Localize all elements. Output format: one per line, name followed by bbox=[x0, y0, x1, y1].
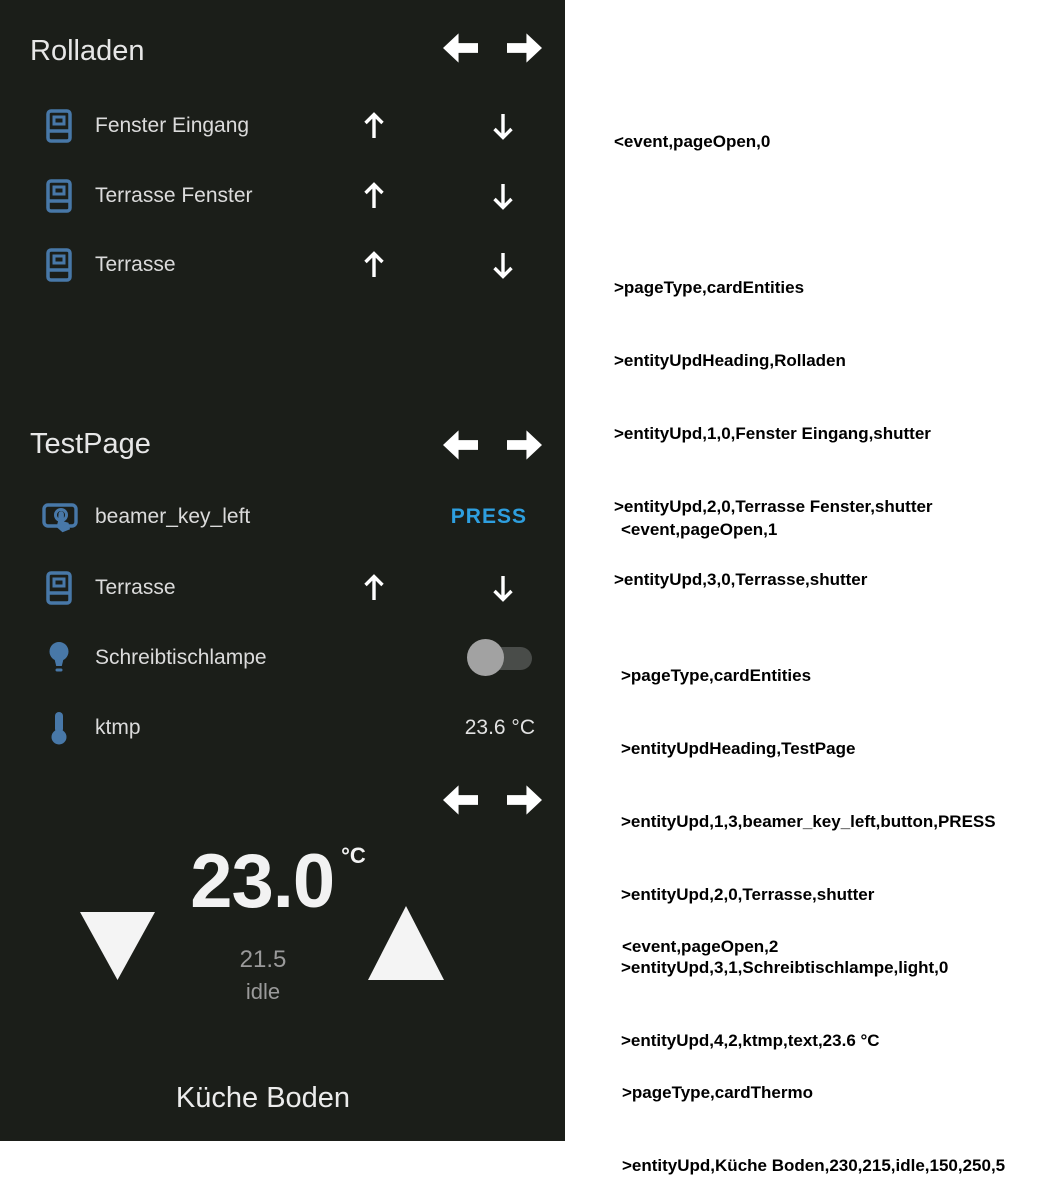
entity-label: Terrasse bbox=[95, 576, 176, 599]
shutter-stop-button[interactable] bbox=[428, 255, 448, 275]
shutter-up-button[interactable] bbox=[362, 179, 386, 213]
lightbulb-icon bbox=[46, 641, 72, 675]
arrow-left-icon bbox=[443, 785, 478, 815]
arrow-right-icon bbox=[507, 785, 542, 815]
console-line: >entityUpd,1,0,Fenster Eingang,shutter bbox=[614, 423, 931, 443]
arrow-left-icon bbox=[443, 33, 478, 63]
console-line: >entityUpd,Küche Boden,230,215,idle,150,250,5 bbox=[622, 1155, 1006, 1175]
page-title: TestPage bbox=[30, 428, 151, 460]
press-button[interactable]: PRESS bbox=[450, 505, 527, 528]
console-line: >entityUpd,2,0,Terrasse,shutter bbox=[621, 884, 875, 904]
shutter-icon bbox=[46, 571, 72, 605]
shutter-down-button[interactable] bbox=[491, 571, 515, 605]
console-line: >entityUpd,4,2,ktmp,text,23.6 °C bbox=[621, 1030, 880, 1050]
console-gap bbox=[621, 590, 996, 615]
shutter-down-button[interactable] bbox=[491, 109, 515, 143]
entity-row bbox=[0, 495, 565, 539]
page-next-button[interactable] bbox=[507, 33, 542, 63]
shutter-stop-button[interactable] bbox=[428, 116, 448, 136]
entity-label: ktmp bbox=[95, 716, 141, 739]
shutter-down-button[interactable] bbox=[491, 248, 515, 282]
console-line: >pageType,cardEntities bbox=[621, 666, 812, 686]
page-prev-button[interactable] bbox=[443, 33, 478, 63]
entity-label: Terrasse bbox=[95, 253, 176, 276]
entity-row bbox=[0, 104, 565, 148]
entity-row bbox=[0, 706, 565, 750]
console-line: >entityUpdHeading,TestPage bbox=[621, 738, 856, 758]
shutter-up-button[interactable] bbox=[362, 109, 386, 143]
page-prev-button[interactable] bbox=[443, 430, 478, 460]
console-event-line: <event,pageOpen,2 bbox=[622, 936, 779, 956]
temperature-unit: °C bbox=[341, 843, 366, 868]
console-line: >entityUpd,3,1,Schreibtischlampe,light,0 bbox=[621, 957, 949, 977]
toggle-knob bbox=[467, 639, 504, 676]
shutter-icon bbox=[46, 109, 72, 143]
page-next-button[interactable] bbox=[507, 785, 542, 815]
target-temperature: 21.5 bbox=[239, 946, 287, 973]
shutter-stop-button[interactable] bbox=[428, 578, 448, 598]
hvac-state: idle bbox=[245, 979, 281, 1004]
console-line: >pageType,cardEntities bbox=[614, 278, 805, 298]
entity-row bbox=[0, 243, 565, 287]
current-temperature-value: 23.0 bbox=[190, 839, 335, 924]
entity-row bbox=[0, 174, 565, 218]
entity-label: Terrasse Fenster bbox=[95, 184, 253, 207]
shutter-up-button[interactable] bbox=[362, 571, 386, 605]
tap-button-icon bbox=[42, 500, 78, 534]
shutter-icon bbox=[46, 248, 72, 282]
console-gap bbox=[622, 1007, 1005, 1032]
arrow-right-icon bbox=[507, 430, 542, 460]
console-event-line: <event,pageOpen,1 bbox=[621, 519, 778, 539]
page-prev-button[interactable] bbox=[443, 785, 478, 815]
shutter-down-button[interactable] bbox=[491, 179, 515, 213]
console-line: >entityUpd,1,3,beamer_key_left,button,PRESS bbox=[621, 811, 996, 831]
arrow-left-icon bbox=[443, 430, 478, 460]
console-line: >entityUpd,3,0,Terrasse,shutter bbox=[614, 569, 868, 589]
console-line: >pageType,cardThermo bbox=[622, 1083, 813, 1103]
shutter-up-button[interactable] bbox=[362, 248, 386, 282]
shutter-icon bbox=[46, 179, 72, 213]
entity-label: Fenster Eingang bbox=[95, 114, 250, 137]
page-title: Rolladen bbox=[30, 35, 145, 67]
thermostat-title: Küche Boden bbox=[175, 1082, 351, 1114]
page-next-button[interactable] bbox=[507, 430, 542, 460]
console-event-line: <event,pageOpen,0 bbox=[614, 131, 771, 151]
entity-label: beamer_key_left bbox=[95, 505, 251, 528]
arrow-right-icon bbox=[507, 33, 542, 63]
console-block bbox=[622, 886, 1005, 1203]
shutter-stop-button[interactable] bbox=[428, 186, 448, 206]
light-toggle[interactable] bbox=[467, 639, 533, 677]
sensor-value: 23.6 °C bbox=[464, 716, 535, 739]
thermometer-icon bbox=[46, 711, 72, 745]
console-gap bbox=[614, 202, 933, 227]
console-line: >entityUpdHeading,Rolladen bbox=[614, 350, 846, 370]
entity-row bbox=[0, 566, 565, 610]
entity-row bbox=[0, 636, 565, 680]
console-line: >entityUpd,2,0,Terrasse Fenster,shutter bbox=[614, 496, 933, 516]
entity-label: Schreibtischlampe bbox=[95, 646, 267, 669]
